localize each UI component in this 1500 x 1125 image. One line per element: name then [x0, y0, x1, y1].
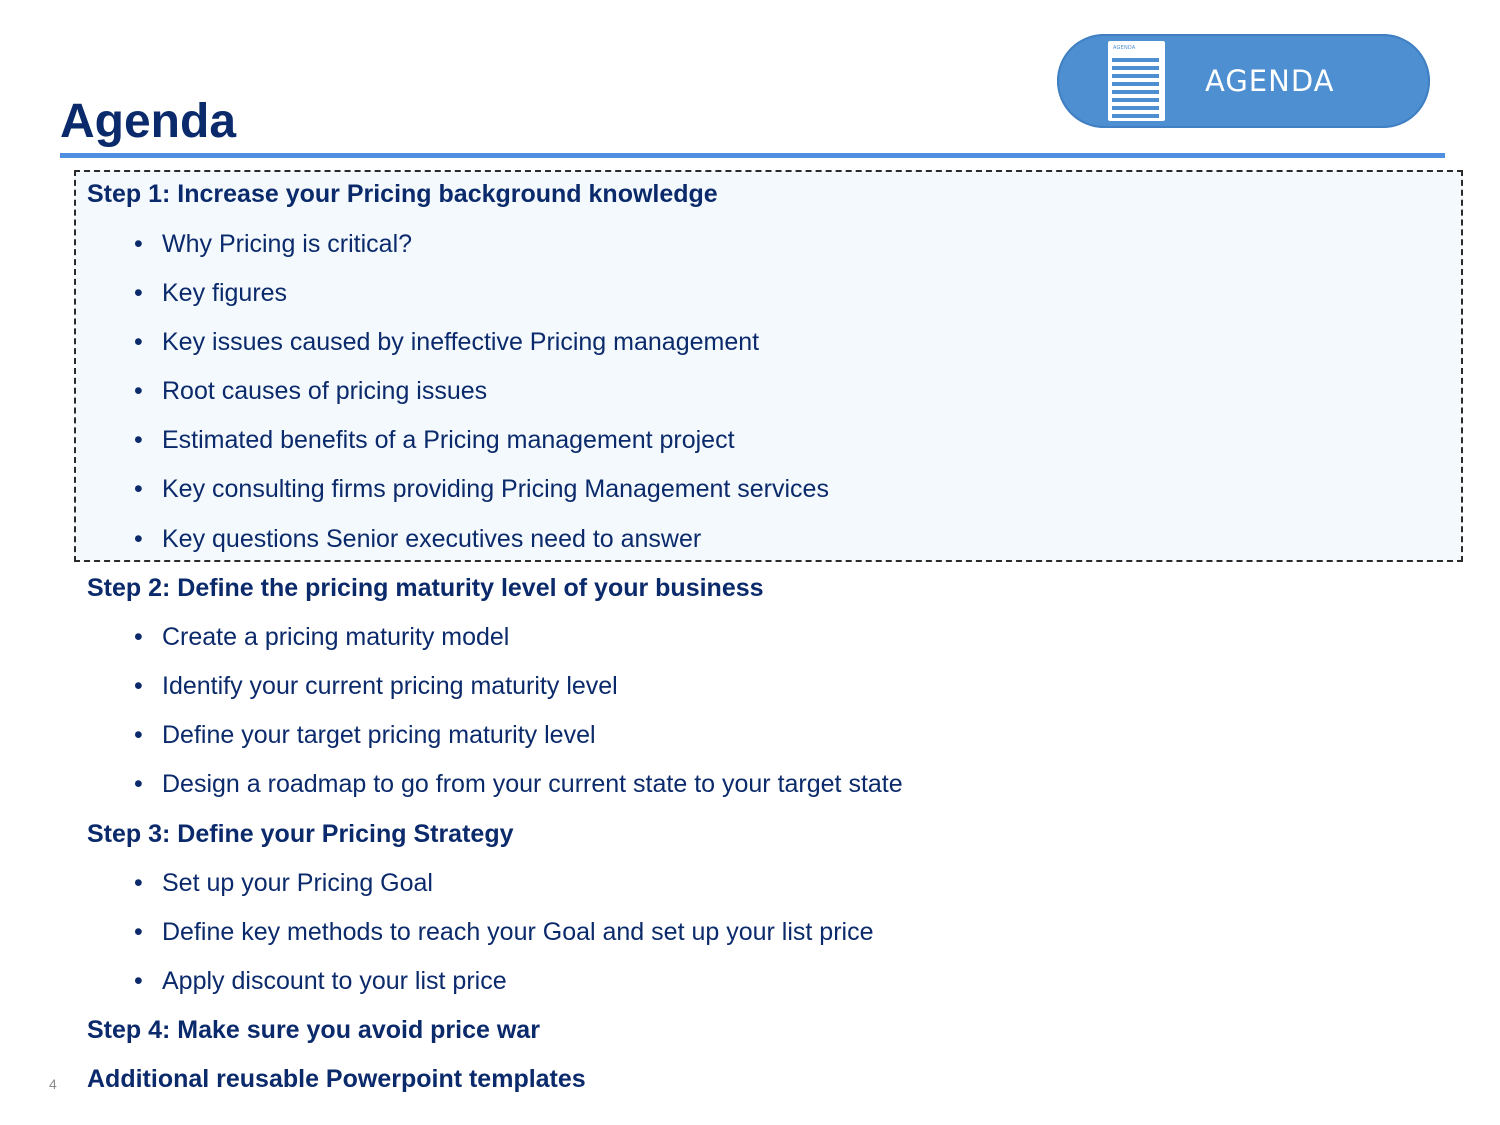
- agenda-step-1: Step 1: Increase your Pricing background knowledge: [87, 180, 718, 208]
- title-underline: [60, 153, 1445, 158]
- agenda-step-2: Step 2: Define the pricing maturity level of your business: [87, 574, 764, 602]
- agenda-item: • Set up your Pricing Goal: [134, 869, 433, 897]
- agenda-item: • Key issues caused by ineffective Pricing management: [134, 328, 760, 356]
- agenda-item: • Key figures: [134, 279, 288, 307]
- agenda-badge: [1057, 34, 1430, 128]
- page-number: 4: [49, 1076, 57, 1092]
- agenda-item: • Identify your current pricing maturity level: [134, 672, 618, 700]
- agenda-item: • Key questions Senior executives need to answer: [134, 525, 702, 553]
- agenda-item: • Estimated benefits of a Pricing management project: [134, 426, 735, 454]
- agenda-item: • Why Pricing is critical?: [134, 230, 413, 258]
- agenda-item: • Root causes of pricing issues: [134, 377, 488, 405]
- agenda-item: • Design a roadmap to go from your current state to your target state: [134, 770, 903, 798]
- agenda-item: • Define key methods to reach your Goal and set up your list price: [134, 918, 874, 946]
- agenda-item: • Define your target pricing maturity level: [134, 721, 596, 749]
- agenda-step-3: Step 3: Define your Pricing Strategy: [87, 820, 514, 848]
- document-icon-title: AGENDA: [1113, 45, 1136, 51]
- agenda-badge-label: AGENDA: [1205, 64, 1335, 98]
- agenda-item: • Create a pricing maturity model: [134, 623, 510, 651]
- document-icon: [1108, 41, 1165, 121]
- agenda-step-4: Step 4: Make sure you avoid price war: [87, 1016, 540, 1044]
- agenda-item: • Apply discount to your list price: [134, 967, 507, 995]
- agenda-item: • Key consulting firms providing Pricing Management services: [134, 475, 829, 503]
- page-title: Agenda: [60, 95, 237, 148]
- agenda-step-additional: Additional reusable Powerpoint templates: [87, 1065, 586, 1093]
